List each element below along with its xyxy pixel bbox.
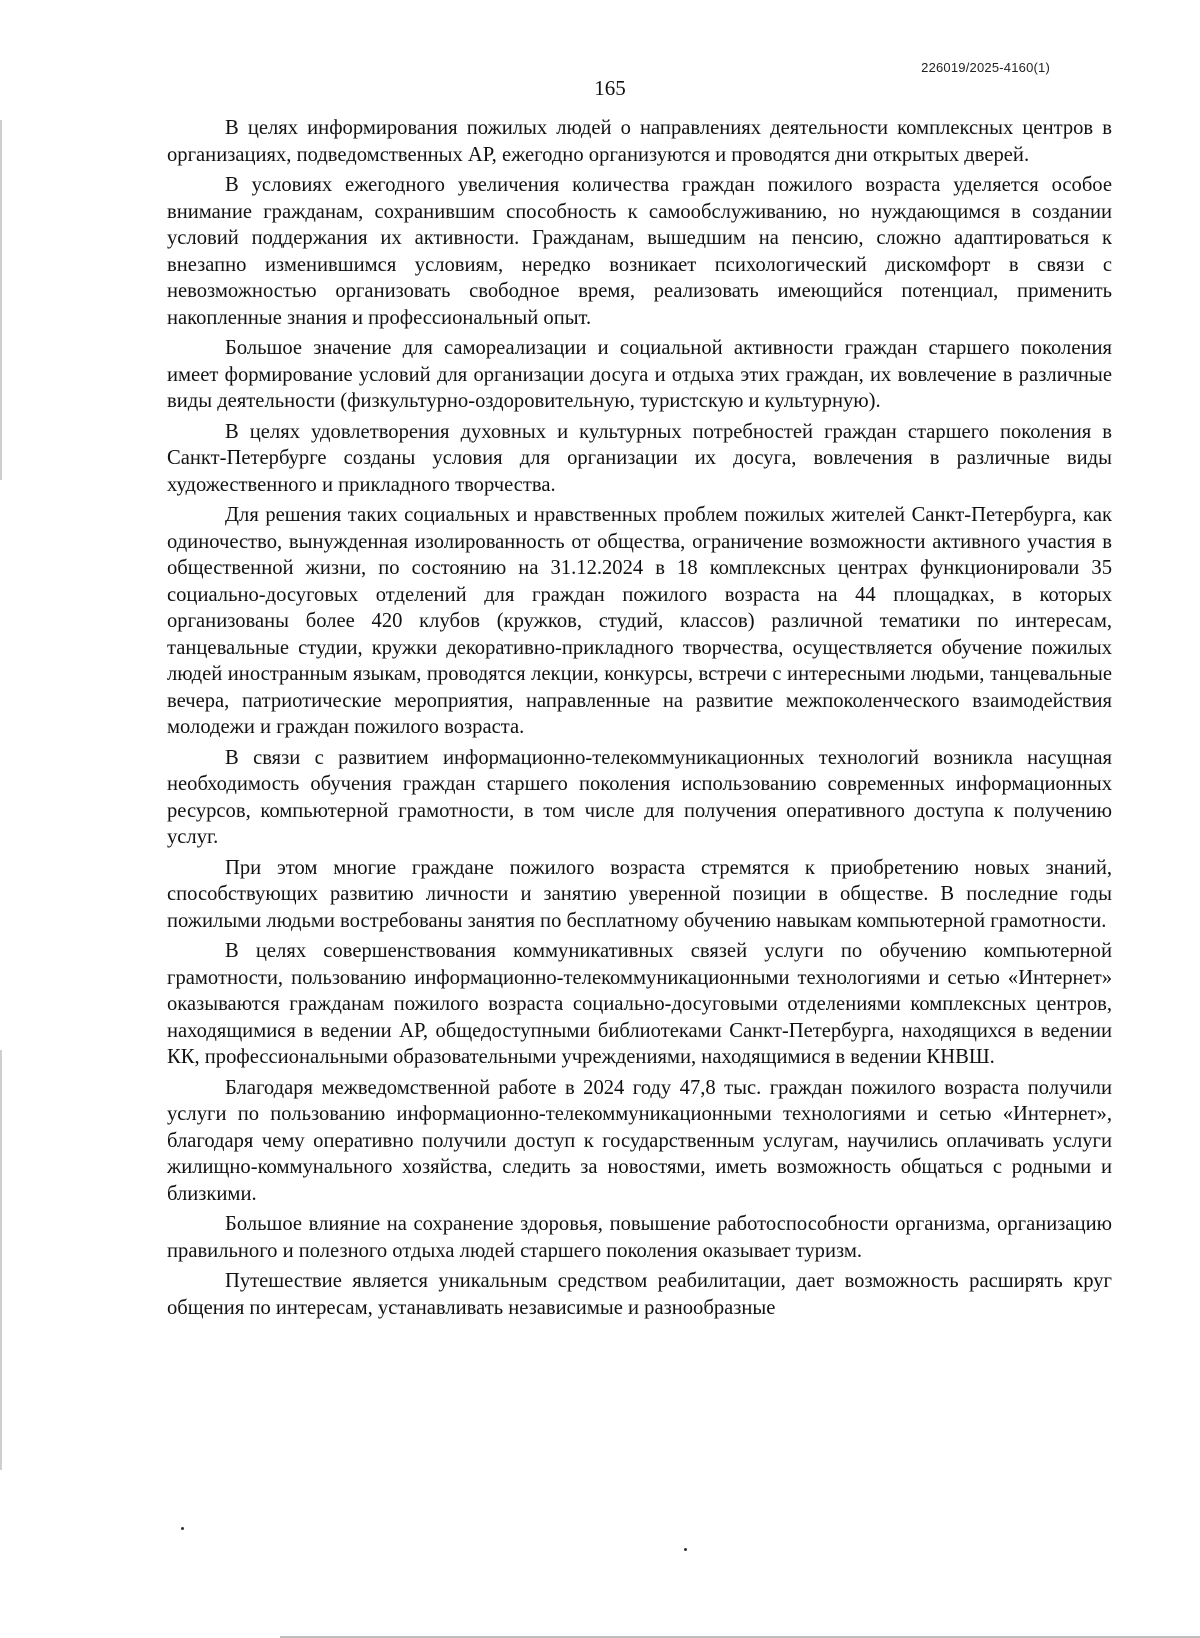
paragraph-6: В связи с развитием информационно-телекоммуникационных технологий возникла насущная необходимость обучения граждан старшего поколения использованию современных информационных ресурсов, компьютерной грамотности, в том числе для получения оперативного доступа к получению услуг. bbox=[167, 746, 1112, 848]
scan-edge-line-lower bbox=[0, 1050, 2, 1470]
paragraph-4: В целях удовлетворения духовных и культурных потребностей граждан старшего поколения в Санкт-Петербурге созданы условия для организации их досуга, вовлечения в различные виды художественного и прикладного творчества. bbox=[167, 420, 1112, 496]
paragraph-10: Большое влияние на сохранение здоровья, повышение работоспособности организма, организацию правильного и полезного отдыха людей старшего поколения оказывает туризм. bbox=[167, 1213, 1112, 1262]
paragraph-9: Благодаря межведомственной работе в 2024 году 47,8 тыс. граждан пожилого возраста получили услуги по пользованию информационно-телекоммуникационными технологиями и сетью «Интернет», благодаря чему оперативно получили доступ к государственным услугам, научились оплачивать услуги жилищно-коммунального хозяйства, следить за новостями, иметь возможность общаться с родными и близкими. bbox=[167, 1076, 1112, 1205]
page-number: 165 bbox=[594, 76, 626, 100]
paragraph-1: В целях информирования пожилых людей о направлениях деятельности комплексных центров в организациях, подведомственных АР, ежегодно организуются и проводятся дни открытых дверей. bbox=[167, 117, 1112, 166]
paragraph-5: Для решения таких социальных и нравственных проблем пожилых жителей Санкт-Петербурга, как одиночество, вынужденная изолированность от общества, ограничение возможности активного участия в общественной жизни, по состоянию на 31.12.2024 в 18 комплексных центрах функционировали 35 социально-досуговых отделений для граждан пожилого возраста на 44 площадках, в которых организованы более 420 клубов (кружков, студий, классов) различной тематики по интересам, танцевальные студии, кружки декоративно-прикладного творчества, осуществляется обучение пожилых людей иностранным языкам, проводятся лекции, конкурсы, встречи с интересными людьми, танцевальные вечера, патриотические мероприятия, направленные на развитие межпоколенческого взаимодействия молодежи и граждан пожилого возраста. bbox=[167, 504, 1112, 738]
paragraph-2: В условиях ежегодного увеличения количества граждан пожилого возраста уделяется особое внимание гражданам, сохранившим способность к самообслуживанию, но нуждающимся в создании условий поддержания их активности. Гражданам, вышедшим на пенсию, сложно адаптироваться к внезапно изменившимся условиям, нередко возникает психологический дискомфорт в связи с невозможностью организовать свободное время, реализовать имеющийся потенциал, применить накопленные знания и профессиональный опыт. bbox=[167, 174, 1112, 329]
scan-speck bbox=[684, 1548, 687, 1551]
scan-edge-line bbox=[0, 120, 2, 480]
paragraph-11: Путешествие является уникальным средством реабилитации, дает возможность расширять круг общения по интересам, устанавливать независимые и разнообразные bbox=[167, 1270, 1112, 1319]
document-id: 226019/2025-4160(1) bbox=[921, 60, 1050, 75]
scan-speck bbox=[181, 1527, 184, 1530]
paragraph-8: В целях совершенствования коммуникативных связей услуги по обучению компьютерной грамотности, пользованию информационно-телекоммуникационными технологиями и сетью «Интернет» оказываются гражданам пожилого возраста социально-досуговыми отделениями комплексных центров, находящимися в ведении АР, общедоступными библиотеками Санкт-Петербурга, находящихся в ведении КК, профессиональными образовательными учреждениями, находящимися в ведении КНВШ. bbox=[167, 940, 1112, 1068]
document-body bbox=[167, 115, 1112, 1325]
paragraph-3: Большое значение для самореализации и социальной активности граждан старшего поколения имеет формирование условий для организации досуга и отдыха этих граждан, их вовлечение в различные виды деятельности (физкультурно-оздоровительную, туристскую и культурную). bbox=[167, 337, 1112, 412]
paragraph-7: При этом многие граждане пожилого возраста стремятся к приобретению новых знаний, способствующих развитию личности и занятию уверенной позиции в обществе. В последние годы пожилыми людьми востребованы занятия по бесплатному обучению навыкам компьютерной грамотности. bbox=[167, 856, 1112, 932]
